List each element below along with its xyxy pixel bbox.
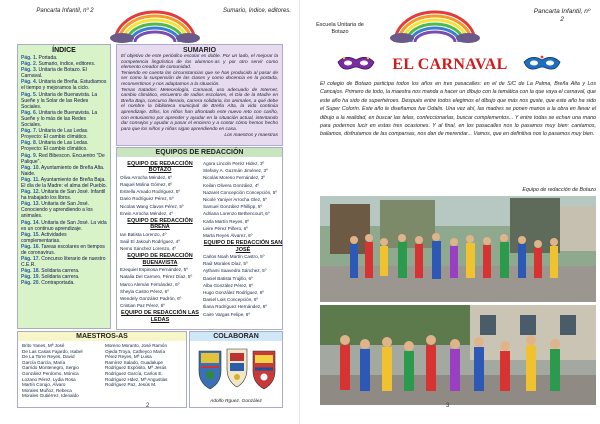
rainbow-logo xyxy=(100,4,210,44)
team-member: Nemo Sánchez Lorenzo, 4º xyxy=(120,246,177,252)
shield-icon xyxy=(253,351,275,389)
team-member: Alba González Pérez, 6º xyxy=(203,282,253,288)
indice-page-ref: Pág. 18. xyxy=(21,268,40,275)
team-member: Aythami Saavedra Sánchez, 5º xyxy=(203,268,267,274)
indice-title: ÍNDICE xyxy=(52,47,76,54)
indice-page-ref: Pág. 8. xyxy=(21,140,38,147)
carnival-mask-icon xyxy=(336,54,376,76)
indice-item-text: Unitaria de Breña. Estudiamos el tiempo y mejoramos la ciclo. xyxy=(21,79,107,92)
indice-item-text: Unitaria de Las Ledas. Proyecto: El cambio climático. xyxy=(21,128,89,141)
team-heading: EQUIPO DE REDACCIÓN BREÑA xyxy=(127,218,193,231)
team-member: Estrella Amado Rodríguez, 5º xyxy=(120,189,181,195)
maestros-title: MAESTROS-AS xyxy=(18,332,186,341)
indice-page-ref: Pág. 9. xyxy=(21,152,38,159)
colaboran-credit: Adolfo Rguez. González xyxy=(210,399,262,404)
team-member: Oliva Arrocha Méndez, 6º xyxy=(120,174,172,180)
team-member: Nicolé Yaniyer Arrocha Glez, 5º xyxy=(203,197,267,203)
indice-item xyxy=(21,177,107,189)
team-member: Carlos Noah Martín Castro, 5º xyxy=(203,254,265,260)
right-page xyxy=(300,0,600,424)
parade-photo-illustration xyxy=(320,305,596,405)
team-member: Daniel Lois Concepción, 6º xyxy=(203,297,259,303)
teacher-name: Lozano Pérez, Lydia Rosa xyxy=(22,376,76,382)
equipos-column-2 xyxy=(203,160,283,318)
sumario-signature: Los maestros y maestras xyxy=(224,133,278,139)
team-member: Erwin Arrocha Méndez, 4º xyxy=(120,210,173,216)
indice-item-text: Concurso literario de nuestro C.E.R. xyxy=(21,256,106,269)
team-member: Iliana Rodríguez Hernández, 6º xyxy=(203,304,267,310)
team-member: Raúl Morales Díaz, 5º xyxy=(203,261,248,267)
team-member: Saúl El Jakouh Rodríguez, 4º xyxy=(120,239,180,245)
indice-item xyxy=(21,153,107,165)
photo-credit: Equipo de redacción de Botazo xyxy=(522,187,596,193)
indice-item-text: Portada. xyxy=(38,55,58,61)
indice-item xyxy=(21,110,107,128)
page-number: 2 xyxy=(146,403,150,409)
team-member: Sheyla Castro Pérez, 6º xyxy=(120,288,169,294)
indice-item-text: Unitaria de Buenavista. La Sueñe y lo más de las Redes Sociales. xyxy=(21,109,98,129)
maestros-column-2 xyxy=(105,343,185,388)
indice-page-ref: Pág. 19. xyxy=(21,274,40,281)
team-member: Samuel González Phillipp, 5º xyxy=(203,204,263,210)
indice-page-ref: Pág. 2. xyxy=(21,61,38,68)
teacher-name: Rodríguez Hdez, Mª Angustias xyxy=(105,376,168,382)
indice-item-text: Unitaria de Buenavista. La Sueñe y la Solar de las Redes Sociales. xyxy=(21,91,98,110)
team-member: Keilan Olivera González, 4º xyxy=(203,182,260,188)
indice-item xyxy=(21,256,107,268)
teacher-name: Ramírez Salado, Guadalupe xyxy=(105,359,163,365)
indice-item-text: Ayuntamiento de Breña Baja. El día de la Madre: el alma del Pueblo. xyxy=(21,176,107,189)
teacher-name: Rodríguez Expósito, Mª Jesús xyxy=(105,365,167,371)
indice-page-ref: Pág. 12. xyxy=(21,189,40,196)
teacher-name: González Perdomo, Mónica xyxy=(22,370,79,376)
indice-page-ref: Pág. 15. xyxy=(21,231,40,238)
team-member: Nazaret Concepción Concepción, 5º xyxy=(203,189,277,195)
team-member: Cristian Paz Pérez, 6º xyxy=(120,303,165,309)
parade-photo-illustration xyxy=(320,196,596,302)
sumario-paragraph: Teniendo en cuenta las circunstancias que se han producido al pasar de ser como la suspensión de las clases y como docencia en la portada, reconvertimos y nos adaptamos a la situación. xyxy=(121,70,278,87)
indice-page-ref: Pág. 3. xyxy=(21,67,38,74)
equipos-title: EQUIPOS DE REDACCIÓN xyxy=(117,148,282,157)
indice-item-text: Unitaria de San José. Conociendo y aprendiendo a los animales. xyxy=(21,201,93,220)
rainbow-logo xyxy=(380,4,490,44)
indice-page-ref: Pág. 20. xyxy=(21,280,40,287)
team-member: Karla Martín Reyes, 6º xyxy=(203,218,250,224)
teacher-name: Ojeda Troya, Catheyco María xyxy=(105,348,166,354)
indice-item-text: Solidaria carrera. xyxy=(41,268,80,275)
indice-page-ref: Pág. 7. xyxy=(21,128,38,135)
indice-item-text: Tareas escolares en tiempos de coronavirus. xyxy=(21,243,105,256)
indice-item xyxy=(21,232,107,244)
indice-item-text: Contraportada. xyxy=(41,280,75,287)
indice-item xyxy=(21,165,107,177)
team-heading: EQUIPO DE REDACCIÓN SAN JOSÉ xyxy=(203,240,283,253)
indice-page-ref: Pág. 10. xyxy=(21,164,40,171)
indice-page-ref: Pág. 5. xyxy=(21,91,38,98)
teacher-name: Morales Muñoz, Rebeca xyxy=(22,387,72,393)
team-member: Wendely González Padrón, 6º xyxy=(120,296,182,302)
maestros-box xyxy=(17,331,187,408)
teacher-name: García García, María xyxy=(22,359,66,365)
indice-item xyxy=(21,79,107,91)
header-title: Pancarta Infantil, nº 2 xyxy=(533,8,591,23)
teacher-name: Garrido Montenegro, Sergio xyxy=(22,365,79,371)
teacher-name: Morales Gutiérrez, Idenaldo xyxy=(22,393,79,399)
indice-page-ref: Pág. 14. xyxy=(21,219,40,226)
indice-page-ref: Pág. 16. xyxy=(21,243,40,250)
indice-item-text: Red Bibescon. Encuentro "De Palique". xyxy=(21,152,105,165)
article-body: El colegio de Botazo participa todos los años en tres pasacalles: en el de S/C de La Palma, Breña Alta y Los Cancajos. Primero de todo, la maestra nos manda a hacer un dibujo con la temática con la que vaya el carnaval, que este año ha sido de superhéroes. Después entre todos elegimos el dibujo que más nos guste, que este año ha sido el Super Colorín. Este año le diseñamos fue Odalis. Una vez ahí, las madres se ponen manos a la obra en llevar el dibujo a la realidad, en buscar las telas, confeccionarlas, buscar complementos... Y entre todas se echan una mano para podernos lucir en estas tres ocasiones. Y al final, en los pasacalles nos lo pasamos muy bien: cantamos, bailamos, disfrutamos de las comparsas, nos dan de merendar... Vamos, que en definitiva nos lo pasamos muy bien. xyxy=(320,81,596,138)
indice-item-text: Sumario, índice, editores. xyxy=(38,61,96,68)
indice-page-ref: Pág. 1. xyxy=(21,55,38,61)
indice-box xyxy=(17,44,111,329)
team-member: Marta Reyes Álvarez, 6º xyxy=(203,233,253,239)
indice-item xyxy=(21,220,107,232)
header-school-name: Escuela Unitaria de Botazo xyxy=(316,22,364,35)
indice-item xyxy=(21,201,107,219)
indice-item xyxy=(21,189,107,201)
team-member: Ezequiel Espinosa Fernández, 5º xyxy=(120,267,188,273)
team-heading: EQUIPO DE REDACCIÓN BOTAZO xyxy=(127,161,193,174)
sumario-paragraph: Temas tratados: Meteorología, Carnaval, uso adecuado de Internet, cambio climático, encuentro de radios escolares, el Día de la Madre en Breña Baja, concurso literario, carrera solidaria, los animales, a qué debe el nombre la biblioteca municipal de Breña Alta, la vida continúa aprendizaje. Ellos, los niños han afrontado este nuevo reto con cariño, con entusiasmo por aprender y ayudar en la situación actual, intentando dar consejos y ayudar a pasar el encierro y a contar cómo hemos hecho para que los niños y niñas sigan aprendiendo en casa. xyxy=(121,87,278,132)
team-member: Agora Lincoln Peréz Hidez, 3º xyxy=(203,161,265,166)
sumario-paragraph: El objetivo de este periódico escolar es doble. Por un lado, el mejorar la competencia lingüística de los alumnos-as y por otro servir como elemento creador de comunidad. xyxy=(121,54,278,71)
indice-item xyxy=(21,92,107,110)
team-member: Nicolás Moreno Fernández, 3º xyxy=(203,175,265,181)
team-member: Dario Rodríguez Pérez, 5º xyxy=(120,196,174,202)
teacher-name: Brito Yanes, Mª José xyxy=(22,343,65,348)
indice-item-text: Unitaria de San José. Infantil ha trabajado los libros. xyxy=(21,189,106,202)
team-heading: EQUIPO DE REDACCIÓN LAS LEDAS xyxy=(121,310,199,323)
teacher-name: De La Torre Reyes, David xyxy=(22,354,75,360)
teacher-name: De Las Casas Fajardo, Isabel xyxy=(22,348,83,354)
team-member: Ian Batista Lorenzo, 4º xyxy=(120,231,167,237)
shield-icon xyxy=(227,349,247,387)
shield-icon xyxy=(199,351,221,389)
indice-page-ref: Pág. 11. xyxy=(21,176,40,183)
teacher-name: Rodríguez García, Carlos E. xyxy=(105,370,163,376)
header-left-title: Pancarta Infantil, nº 2 xyxy=(36,8,94,14)
teacher-name: Pérez Reyes, Mª Luisa xyxy=(105,354,152,360)
team-member: Hugo González Rodríguez, 6º xyxy=(203,290,264,296)
indice-item-text: Unitaria de San José. La vida es un continuo aprendizaje. xyxy=(21,219,107,232)
team-member: Marco Alemán Fernández, 6º xyxy=(120,281,180,287)
sumario-box xyxy=(116,44,283,146)
maestros-column-1 xyxy=(22,343,102,399)
indice-page-ref: Pág. 6. xyxy=(21,109,38,116)
indice-item-text: Actividades complementarias. xyxy=(21,231,67,244)
colaboran-title: COLABORAN xyxy=(190,332,282,341)
sumario-title: SUMARIO xyxy=(182,47,217,54)
team-member: Nicolas Wang Clavos Pérez, 5º xyxy=(120,203,184,209)
team-member: Natalia Del Carmen, Pérez Díaz, 5º xyxy=(120,274,193,280)
carnival-mask-icon xyxy=(522,54,562,76)
indice-item xyxy=(21,244,107,256)
indice-page-ref: Pág. 4. xyxy=(21,79,38,86)
teacher-name: Rodríguez Paz, Jesús M. xyxy=(105,382,157,388)
equipos-column-1 xyxy=(120,160,200,323)
indice-item-text: Solidaria carrera. xyxy=(41,274,80,281)
team-member: Daniel Batista Trujillo, 6º xyxy=(203,275,253,281)
teacher-name: Moreno Moranto, José Ramón xyxy=(105,343,168,348)
team-heading: EQUIPO DE REDACCIÓN BUENAVISTA xyxy=(127,253,193,266)
indice-item xyxy=(21,280,107,286)
team-member: Caire Vargas Felipe, 6º xyxy=(203,311,251,317)
indice-page-ref: Pág. 17. xyxy=(21,256,40,263)
page-number: 3 xyxy=(446,403,450,409)
team-member: Stefany A. Guzmán Jiménez, 3º xyxy=(203,168,268,174)
indice-item xyxy=(21,140,107,152)
team-member: Leire Pérez Piñero, 6º xyxy=(203,225,248,231)
team-member: Adriana Lorenzo Bethencourt, 6º xyxy=(203,211,270,217)
indice-item-text: Ayuntamiento de Breña Alta. Naide. xyxy=(21,164,105,177)
article-title: EL CARNAVAL xyxy=(392,56,508,73)
parade-photo xyxy=(320,305,596,405)
header-left-subtitle: Sumario, índice, editores. xyxy=(222,8,292,14)
indice-list xyxy=(21,55,107,287)
equipos-box xyxy=(116,147,283,330)
indice-item-text: Unitaria de Botazo. El Carnaval. xyxy=(21,67,87,80)
indice-item xyxy=(21,128,107,140)
indice-item xyxy=(21,67,107,79)
indice-page-ref: Pág. 13. xyxy=(21,201,40,208)
indice-item-text: Unitaria de Las Ledas. Proyecto: El cambio climático. xyxy=(21,140,89,153)
team-member: Raquel Molina Gómez, 6º xyxy=(120,182,173,188)
municipal-shields xyxy=(191,345,283,395)
teacher-name: Martín Corujo, Álvaro xyxy=(22,382,66,388)
colaboran-box xyxy=(189,331,283,408)
parade-photo xyxy=(320,196,596,302)
